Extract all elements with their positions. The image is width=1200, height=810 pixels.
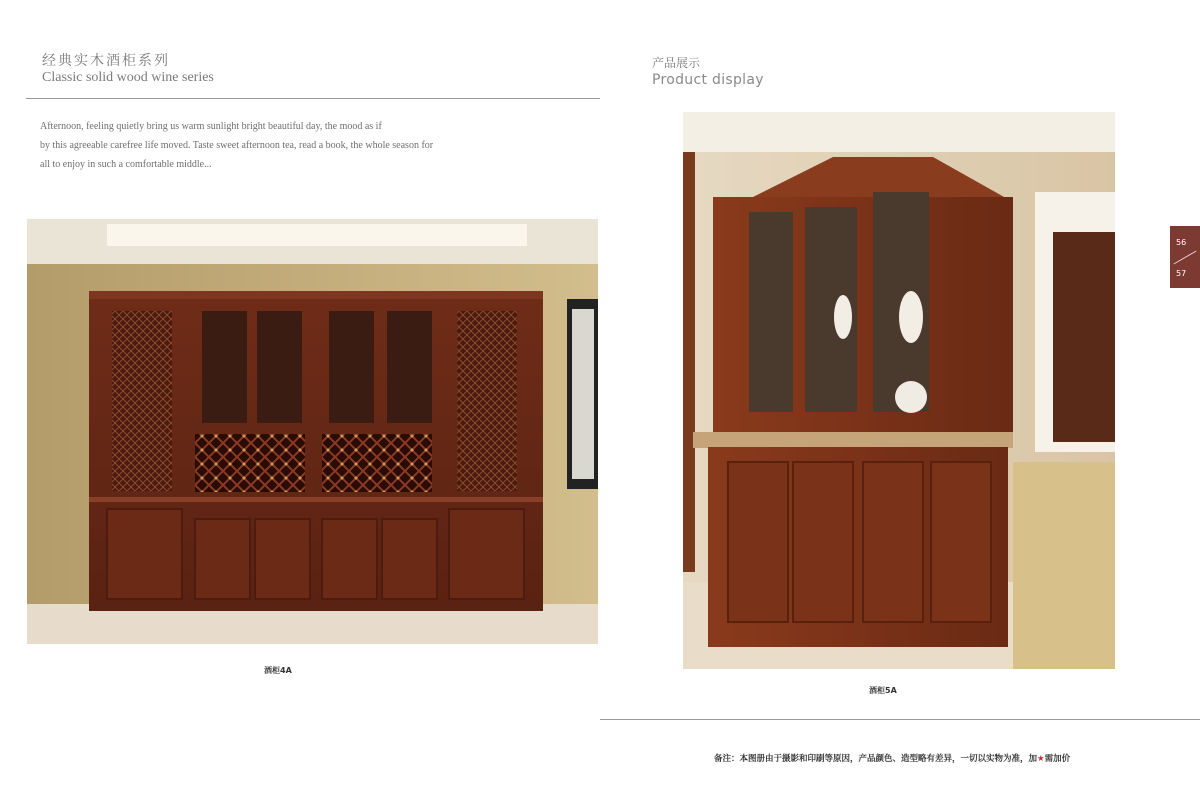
intro-line: by this agreeable carefree life moved. Taste sweet afternoon tea, read a book, the whole season for (40, 140, 434, 151)
wine-cabinet-5a-photo (683, 112, 1115, 669)
intro-line: Afternoon, feeling quietly bring us warm sunlight bright beautiful day, the mood as if (40, 121, 382, 132)
section-title-en: Product display (652, 72, 764, 88)
footnote-text: 备注：本图册由于摄影和印刷等原因，产品颜色、造型略有差异，一切以实物为准，加 (714, 754, 1038, 764)
star-icon: ★ (1037, 754, 1045, 764)
section-title-cn: 产品展示 (652, 56, 701, 70)
footnote (714, 752, 1070, 764)
footer-divider (600, 719, 1200, 720)
page-number-divider (1173, 251, 1196, 265)
header-divider (26, 98, 600, 99)
page-number-left: 56 (1176, 238, 1187, 247)
wine-cabinet-4a-photo (27, 219, 598, 644)
caption-5a: 酒柜5A (869, 686, 897, 695)
intro-line: all to enjoy in such a comfortable middle... (40, 159, 212, 170)
series-title-cn: 经典实木酒柜系列 (42, 53, 170, 69)
series-title-en: Classic solid wood wine series (42, 70, 214, 85)
caption-4a: 酒柜4A (264, 666, 292, 675)
footnote-text-end: 需加价 (1044, 754, 1071, 764)
intro-paragraph (40, 117, 510, 174)
page-number-right: 57 (1176, 269, 1187, 278)
page-number-tab (1170, 226, 1200, 288)
